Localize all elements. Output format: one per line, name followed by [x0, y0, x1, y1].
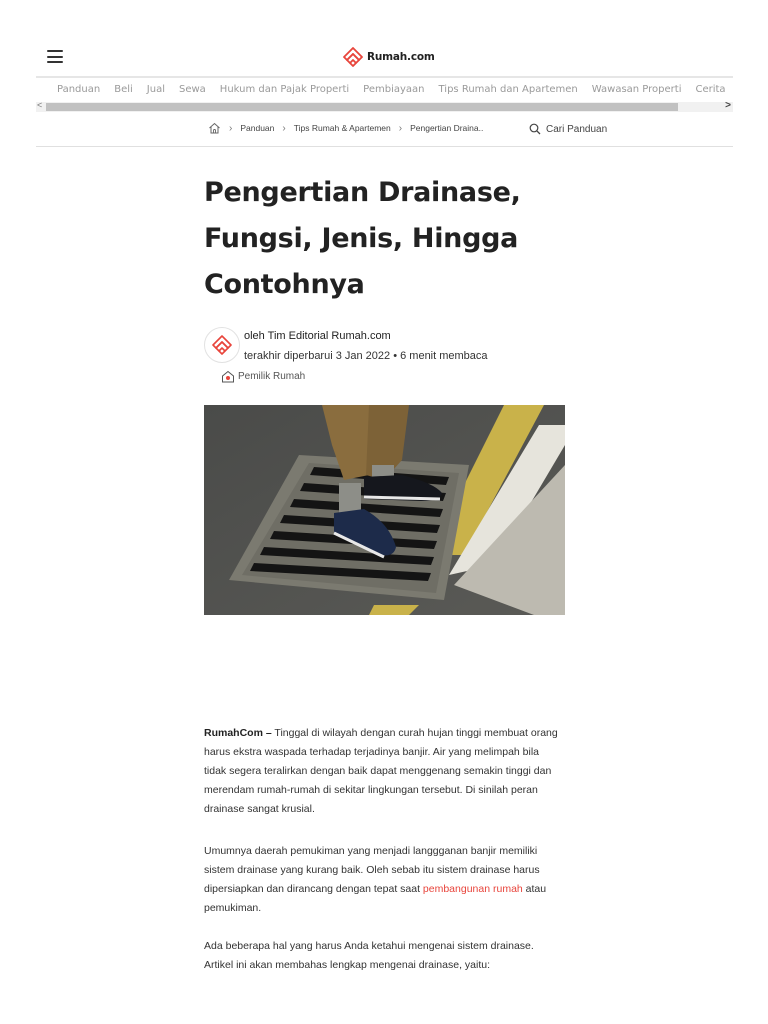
nav-item-panduan[interactable]: Panduan	[57, 84, 101, 95]
breadcrumb-current: Pengertian Draina..	[410, 123, 484, 133]
nav-scrollbar[interactable]	[36, 102, 733, 112]
rumah-logo-icon	[342, 47, 364, 67]
nav-item-hukum-pajak[interactable]: Hukum dan Pajak Properti	[219, 84, 350, 95]
audience-tag-label: Pemilik Rumah	[238, 371, 306, 382]
search-guide-label: Cari Panduan	[546, 123, 608, 135]
author-name[interactable]: oleh Tim Editorial Rumah.com	[244, 330, 391, 342]
nav-item-beli[interactable]: Beli	[114, 84, 133, 95]
paragraph-3: Ada beberapa hal yang harus Anda ketahui mengenai sistem drainase. Artikel ini akan membahas lengkap mengenai drainase, yaitu:	[204, 940, 534, 971]
pembangunan-rumah-link[interactable]: pembangunan rumah	[422, 883, 523, 895]
hero-image	[204, 405, 565, 615]
author-avatar[interactable]	[204, 327, 240, 363]
audience-tag[interactable]	[221, 370, 305, 383]
search-guide-button[interactable]	[529, 123, 607, 135]
nav-item-jual[interactable]: Jual	[146, 84, 165, 95]
nav-item-cerita[interactable]: Cerita	[695, 84, 726, 95]
nav-item-sewa[interactable]: Sewa	[178, 84, 206, 95]
breadcrumb-panduan[interactable]: Panduan	[240, 123, 275, 133]
category-nav	[36, 80, 733, 100]
nav-item-pembiayaan[interactable]: Pembiayaan	[363, 84, 425, 95]
breadcrumb-tips[interactable]: Tips Rumah & Apartemen	[293, 123, 391, 133]
breadcrumb	[208, 122, 483, 134]
article-meta: terakhir diperbarui 3 Jan 2022 • 6 menit membaca	[244, 350, 488, 362]
intro-lead: RumahCom –	[204, 727, 272, 739]
chevron-right-icon: ›	[229, 122, 233, 134]
scroll-left-arrow-icon[interactable]: <	[37, 100, 43, 110]
site-header	[36, 38, 733, 78]
menu-icon[interactable]	[47, 50, 63, 63]
home-icon[interactable]	[208, 122, 221, 134]
nav-item-tips-rumah[interactable]: Tips Rumah dan Apartemen	[438, 84, 578, 95]
intro-text: Tinggal di wilayah dengan curah hujan tinggi membuat orang harus ekstra waspada terhadap terjadinya banjir. Air yang melimpah bila tidak segera teralirkan dengan baik dapat menggenang semakin tinggi dan merendam rumah-rumah di sekitar lingkungan tersebut. Di sinilah peran drainase sangat krusial.	[204, 727, 558, 815]
house-icon	[221, 370, 235, 383]
scroll-right-arrow-icon[interactable]: >	[725, 100, 731, 111]
scrollbar-thumb[interactable]	[46, 103, 678, 111]
chevron-right-icon: ›	[282, 122, 286, 134]
p2-end: atau pemukiman.	[204, 883, 547, 914]
nav-item-wawasan[interactable]: Wawasan Properti	[591, 84, 682, 95]
breadcrumb-bar	[36, 118, 733, 147]
paragraph-2	[204, 842, 564, 918]
article-title: Pengertian Drainase, Fungsi, Jenis, Hingga Contohnya	[204, 177, 521, 300]
search-icon	[529, 123, 541, 135]
rumah-logo-icon	[211, 335, 233, 355]
logo-text: Rumah.com	[367, 51, 435, 63]
p2-text: Umumnya daerah pemukiman yang menjadi langgganan banjir memiliki sistem drainase yang kurang baik. Oleh sebab itu sistem drainase harus dipersiapkan dan dirancang dengan tepat saat	[204, 845, 540, 895]
chevron-right-icon: ›	[398, 122, 403, 134]
paragraph-intro	[204, 724, 564, 819]
site-logo[interactable]	[342, 45, 435, 69]
